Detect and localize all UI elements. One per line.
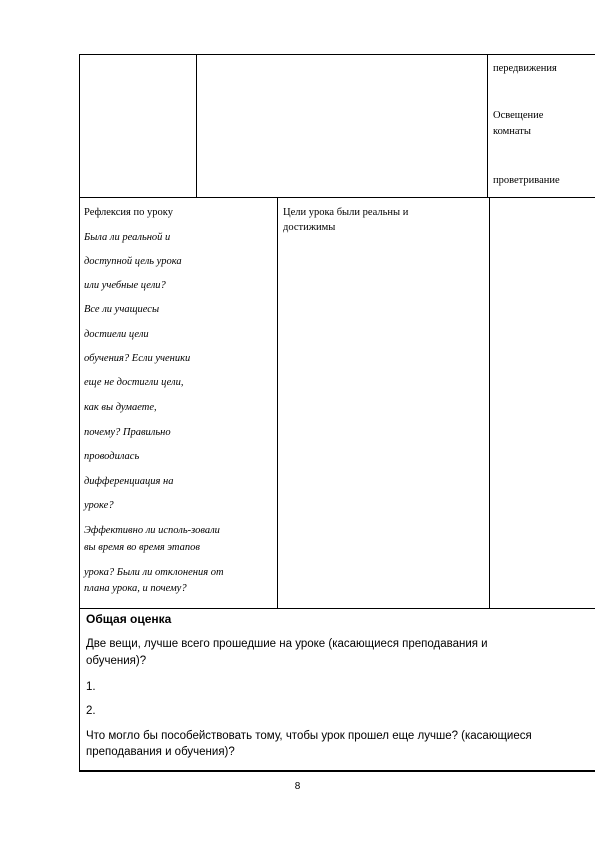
reflection-question: дифференциация на [84, 476, 174, 487]
row1-col3-line1: передвижения [493, 63, 557, 74]
row2-divider-1 [277, 197, 278, 609]
summary-q2-line1: Что могло бы пособействовать тому, чтобы урок прошел еще лучше? (касающиеся [86, 730, 532, 742]
row1-divider-1 [196, 54, 197, 198]
row2-divider-2 [489, 197, 490, 609]
table-border-left [79, 54, 80, 771]
summary-q2-line2: преподавания и обучения)? [86, 746, 235, 758]
row1-col3-line3: комнаты [493, 126, 531, 137]
summary-title: Общая оценка [86, 612, 172, 626]
summary-q1-line2: обучения)? [86, 655, 147, 667]
row1-col3-line4: проветривание [493, 175, 560, 186]
row1-divider-2 [487, 54, 488, 198]
reflection-question: урока? Были ли отклонения от [84, 567, 224, 578]
reflection-question: достиели цели [84, 329, 149, 340]
reflection-question: Эффективно ли исполь-зовали [84, 525, 220, 536]
row-separator-1 [79, 197, 595, 198]
row-separator-2 [79, 608, 595, 609]
reflection-question: доступной цель урока [84, 256, 182, 267]
reflection-question: или учебные цели? [84, 280, 166, 291]
reflection-question: Была ли реальной и [84, 232, 171, 243]
table-border-top [79, 54, 595, 55]
reflection-question: еще не достигли цели, [84, 377, 184, 388]
summary-q1-line1: Две вещи, лучше всего прошедшие на уроке (касающиеся преподавания и [86, 638, 488, 650]
page-number: 8 [294, 781, 301, 792]
reflection-question: почему? Правильно [84, 427, 171, 438]
reflection-question: обучения? Если ученики [84, 353, 191, 364]
reflection-question: как вы думаете, [84, 402, 157, 413]
summary-item-1: 1. [86, 681, 96, 693]
reflection-question: Все ли учащиесы [84, 304, 160, 315]
reflection-question: вы время во время этапов [84, 542, 200, 553]
summary-item-2: 2. [86, 705, 96, 717]
goals-line1: Цели урока были реальны и [283, 207, 409, 218]
reflection-heading: Рефлексия по уроку [84, 207, 173, 218]
goals-line2: достижимы [283, 222, 336, 233]
reflection-question: проводилась [84, 451, 140, 462]
table-border-bottom [79, 770, 595, 772]
row1-col3-line2: Освещение [493, 110, 544, 121]
reflection-question: плана урока, и почему? [84, 583, 187, 594]
reflection-question: уроке? [84, 500, 114, 511]
